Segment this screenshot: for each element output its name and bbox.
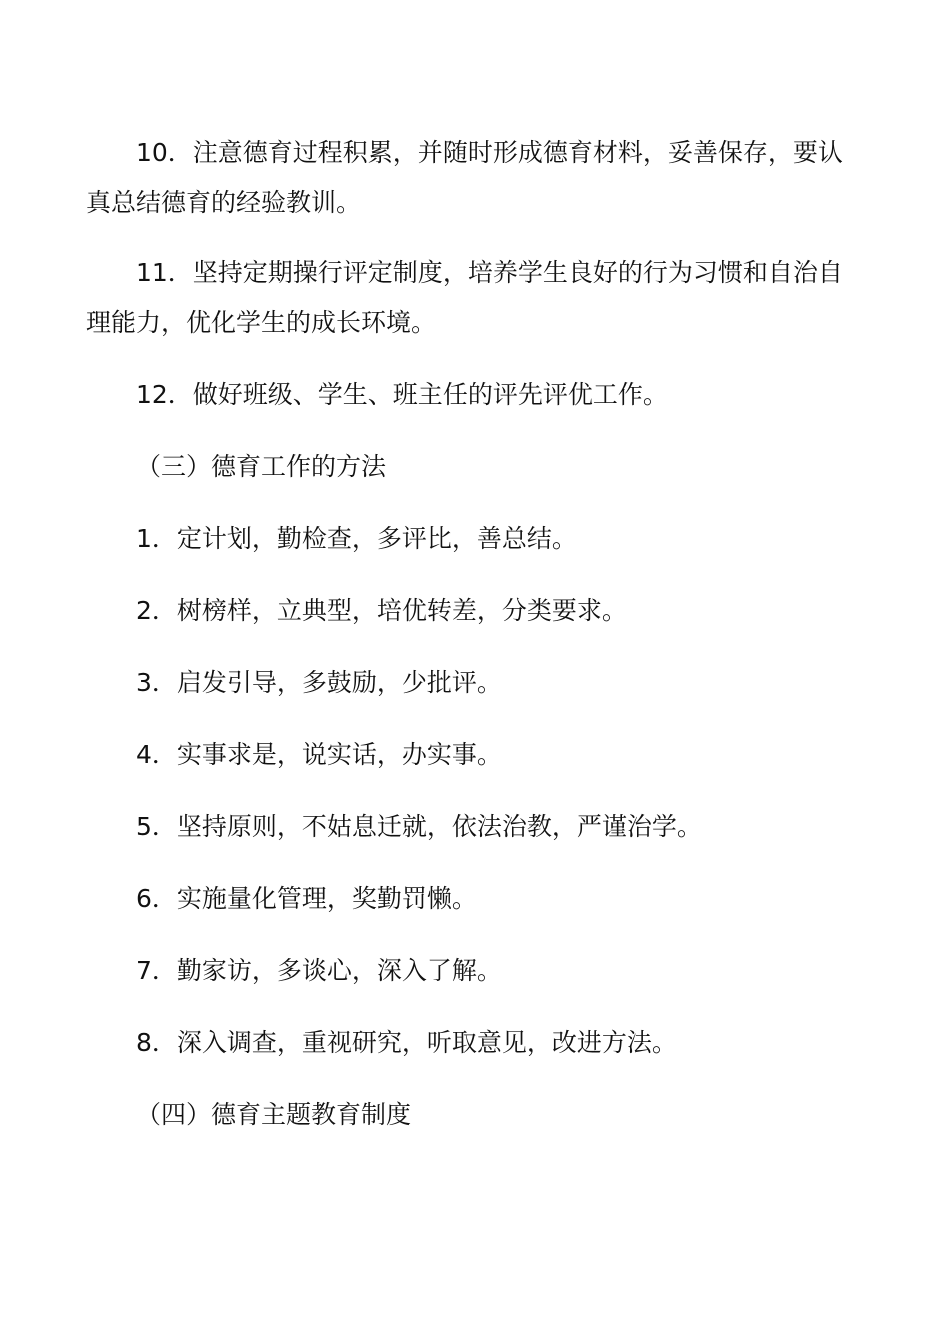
paragraph-item-11: 11．坚持定期操行评定制度，培养学生良好的行为习惯和自治自理能力，优化学生的成长环境。 bbox=[86, 258, 843, 337]
method-item-5: 5．坚持原则，不姑息迁就，依法治教，严谨治学。 bbox=[136, 812, 702, 841]
method-item-7: 7．勤家访，多谈心，深入了解。 bbox=[136, 956, 502, 985]
method-item-8: 8．深入调查，重视研究，听取意见，改进方法。 bbox=[136, 1028, 677, 1057]
method-item-4: 4．实事求是，说实话，办实事。 bbox=[136, 740, 502, 769]
method-item-6: 6．实施量化管理，奖勤罚懒。 bbox=[136, 884, 477, 913]
section-heading-methods: （三）德育工作的方法 bbox=[136, 452, 387, 481]
method-item-3: 3．启发引导，多鼓励，少批评。 bbox=[136, 668, 502, 697]
paragraph-item-12: 12．做好班级、学生、班主任的评先评优工作。 bbox=[136, 380, 668, 409]
method-item-1: 1．定计划，勤检查，多评比，善总结。 bbox=[136, 524, 577, 553]
section-heading-theme-education: （四）德育主题教育制度 bbox=[136, 1100, 412, 1129]
paragraph-item-10: 10．注意德育过程积累，并随时形成德育材料，妥善保存，要认真总结德育的经验教训。 bbox=[86, 138, 843, 217]
method-item-2: 2．树榜样，立典型，培优转差，分类要求。 bbox=[136, 596, 627, 625]
